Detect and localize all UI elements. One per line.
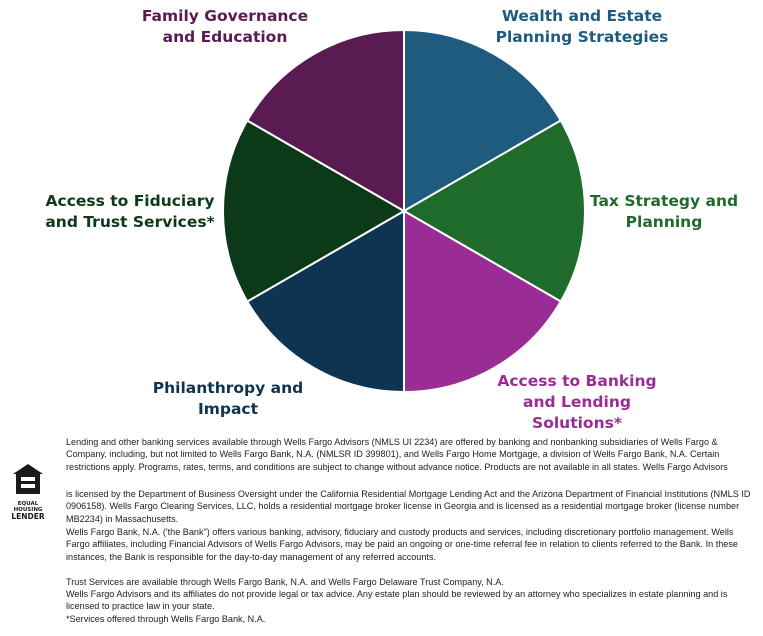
- label-banking-lending: Access to Banking and Lending Solutions*: [497, 372, 657, 432]
- equal-housing-lender-logo: [8, 463, 48, 521]
- label-philanthropy: Philanthropy and Impact: [152, 379, 304, 418]
- label-wealth-estate: Wealth and Estate Planning Strategies: [495, 7, 669, 46]
- disclosure-licensing: is licensed by the Department of Business Oversight under the California Residential Mortgage Lending Act and the Arizona Department of Financial Institutions (NMLS ID 0906158). Wells Fargo Clearing Services, LLC, holds a residential mortgage broker license in Georgia and is licensed as a residential mortgage broker (license number MB2234) in Massachusetts.: [66, 489, 751, 524]
- label-tax-strategy: Tax Strategy and Planning: [589, 192, 739, 231]
- disclosure-lending: Lending and other banking services available through Wells Fargo Advisors (NMLS UI 2234) are offered by banking and nonbanking subsidiaries of Wells Fargo & Company, including, but not limited to Wells Fargo Bank, N.A. (NMLSR ID 399801), and Wells Fargo Home Mortgage, a division of Wells Fargo Bank, N.A. Certain restrictions apply. Programs, rates, terms, and conditions are subject to change without advance notice. Products are not available in all states. Wells Fargo Advisors: [66, 437, 728, 472]
- logo-line-2: LENDER: [11, 512, 45, 521]
- label-fiduciary-trust: Access to Fiduciary and Trust Services*: [45, 192, 215, 231]
- label-family-governance: Family Governance and Education: [141, 7, 309, 46]
- logo-line-1: EQUAL HOUSING: [13, 501, 43, 513]
- disclosure-bank-services: Wells Fargo Bank, N.A. ('the Bank") offers various banking, advisory, fiduciary and custody products and services, including discretionary portfolio management. Wells Fargo affiliates, including Financial Advisors of Wells Fargo Advisors, may be paid an ongoing or one-time referral fee in relation to clients referred to the Bank. In these instances, the Bank is responsible for the day-to-day management of any referred accounts.: [66, 527, 738, 562]
- disclosure-footnote: *Services offered through Wells Fargo Bank, N.A.: [66, 614, 266, 624]
- equal-housing-house-icon: [12, 463, 44, 495]
- disclosure-legal-tax: Wells Fargo Advisors and its affiliates do not provide legal or tax advice. Any estate plan should be reviewed by an attorney who specializes in estate planning and is licensed to practice law in your state.: [66, 589, 728, 612]
- disclosure-trust-services: Trust Services are available through Wells Fargo Bank, N.A. and Wells Fargo Delaware Trust Company, N.A.: [66, 577, 504, 587]
